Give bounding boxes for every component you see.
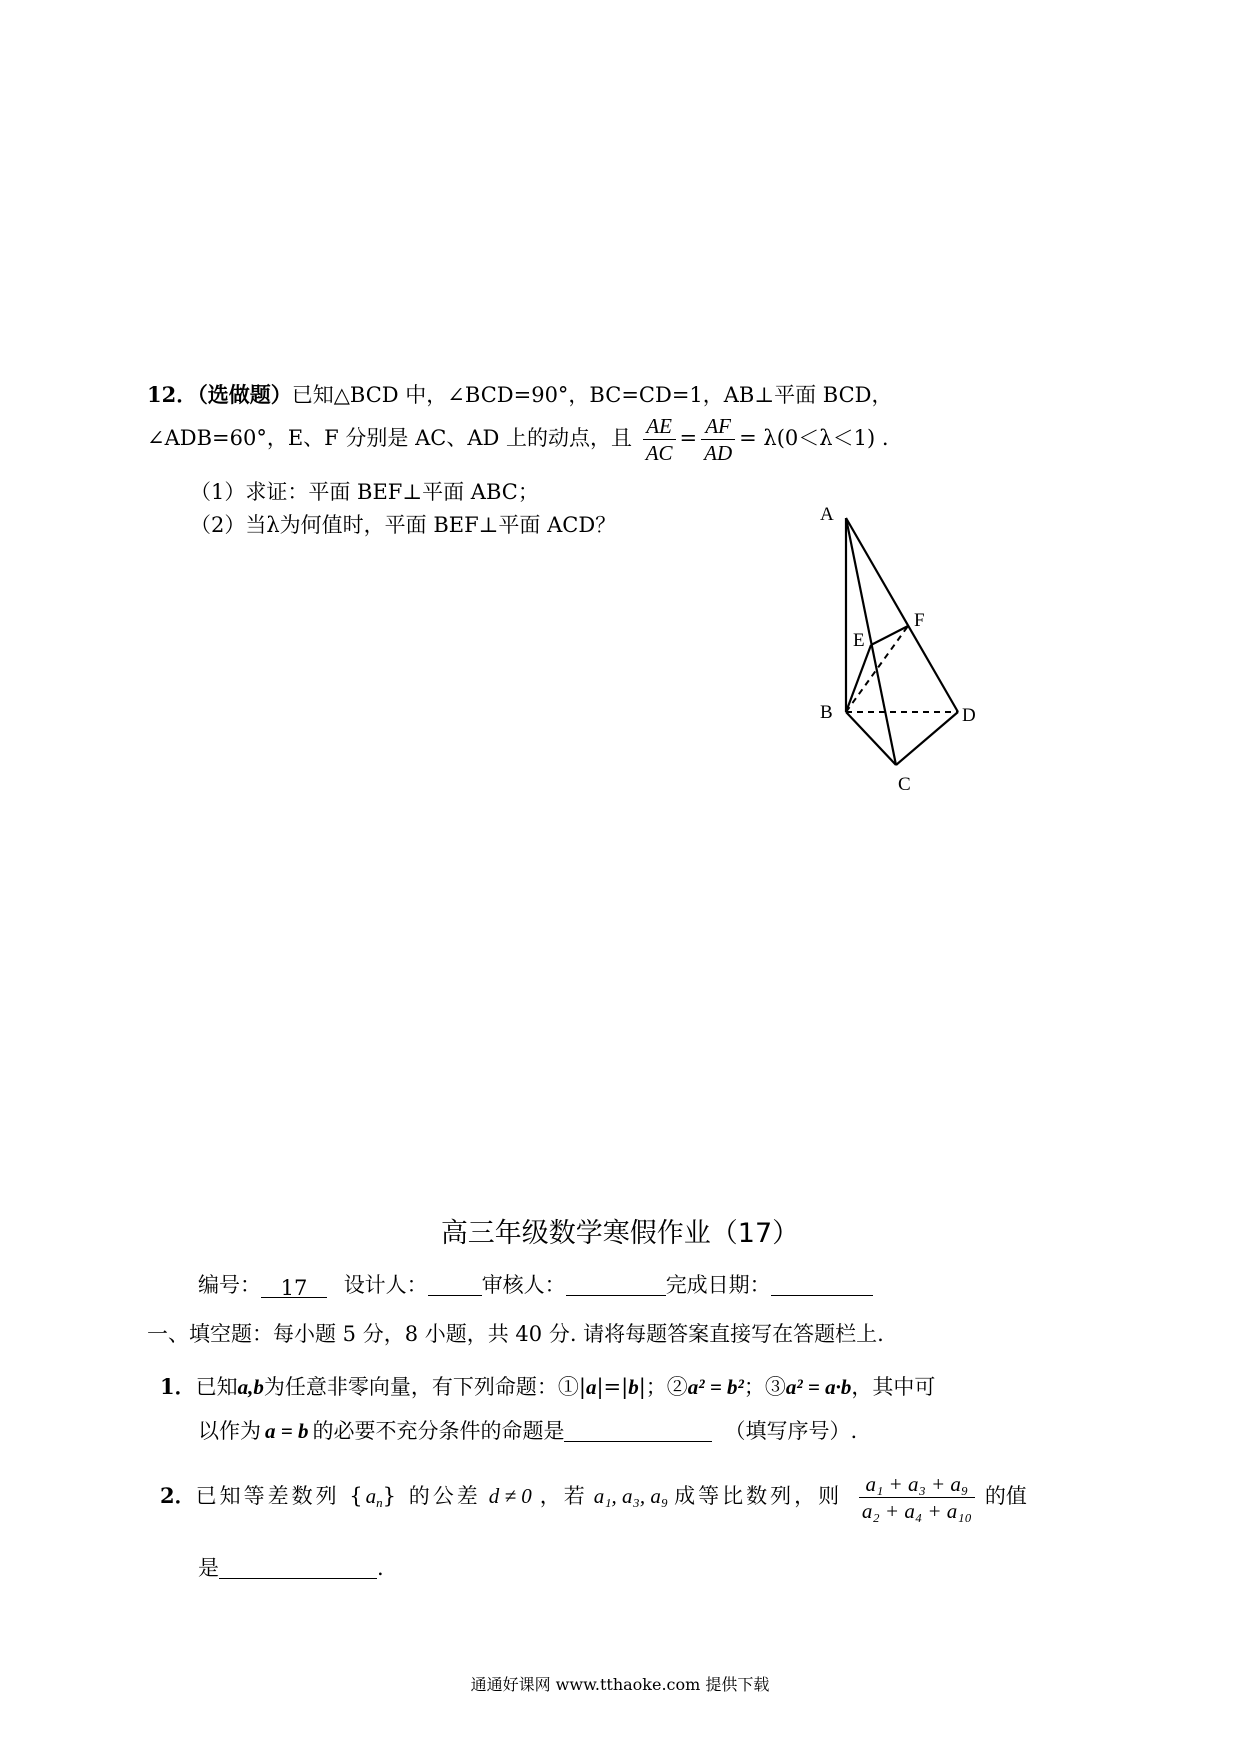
q2-text-e: 的值 [984, 1484, 1027, 1508]
q2-d-cond: d ≠ 0 [488, 1484, 532, 1508]
q2-an-sub: n [376, 1495, 383, 1510]
segment-ef [871, 626, 908, 645]
frac2-numerator: AF [701, 413, 735, 440]
q2-an: a [365, 1484, 377, 1508]
q1-vars: a,b [237, 1375, 264, 1399]
problem-12-part2: （2）当λ为何值时，平面 BEF⊥平面 ACD？ [190, 513, 617, 537]
date-blank [771, 1273, 873, 1296]
label-b: B [820, 702, 833, 723]
q1-prop3: a² = a·b [785, 1375, 852, 1399]
q2-line2-a: 是 [198, 1556, 219, 1580]
tetrahedron-figure [810, 500, 1000, 800]
problem-12-line2 [147, 412, 889, 466]
question-2-number: 2． [160, 1483, 196, 1508]
q2-text-b: } 的公差 [382, 1484, 481, 1508]
label-e: E [853, 630, 865, 651]
q1-line2-c: （填写序号）. [724, 1419, 858, 1443]
lambda-condition: = λ(0＜λ＜1) . [739, 426, 889, 450]
question-2-line1 [160, 1468, 1027, 1531]
equals-sign: = [679, 426, 698, 450]
segment-be [846, 645, 871, 712]
fraction-ae-ac [643, 413, 676, 466]
designer-label: 设计人： [343, 1273, 428, 1297]
frac2-denominator: AD [704, 441, 733, 465]
answer-blank-1[interactable] [564, 1419, 712, 1442]
q2-text-d: 成等比数列，则 [674, 1484, 843, 1508]
frac1-numerator: AE [643, 413, 676, 440]
section-heading: 一、填空题：每小题 5 分，8 小题，共 40 分. 请将每题答案直接写在答题栏上. [147, 1322, 884, 1346]
edge-cd [896, 712, 958, 765]
problem-tag: （选做题） [197, 382, 292, 407]
q1-text-c: ，其中可 [851, 1375, 936, 1399]
q2-terms: a₁, a₃, a₉ [593, 1484, 669, 1508]
question-1-line2 [198, 1416, 857, 1446]
label-a: A [820, 504, 834, 525]
q1-var-a: a [585, 1375, 597, 1399]
question-2-line2 [198, 1553, 384, 1583]
designer-blank [428, 1273, 482, 1296]
q1-prop2: a² = b² [687, 1375, 744, 1399]
reviewer-blank [566, 1273, 666, 1296]
id-value: 17 [261, 1273, 327, 1298]
q1-var-b: b [628, 1375, 639, 1399]
q1-mid4: ；③ [743, 1375, 786, 1399]
q1-line2-b: 的必要不充分条件的命题是 [312, 1419, 565, 1443]
problem-12-line1 [147, 380, 893, 410]
q1-text-b: 为任意非零向量，有下列命题：①| [263, 1375, 586, 1399]
question-1-number: 1． [160, 1374, 196, 1399]
homework-meta [198, 1270, 873, 1300]
fraction-af-ad [701, 413, 735, 466]
q1-mid1: |=| [596, 1375, 629, 1399]
label-d: D [962, 705, 976, 726]
label-f: F [914, 610, 925, 631]
edge-bc [846, 712, 896, 765]
q2-text-a: 已知等差数列 { [195, 1484, 366, 1508]
reviewer-label: 审核人： [481, 1273, 566, 1297]
q2-fraction [859, 1471, 975, 1524]
q2-frac-numerator: a₁ + a₃ + a₉ [859, 1471, 975, 1498]
frac1-denominator: AC [645, 441, 673, 465]
q1-text-a: 已知 [195, 1375, 238, 1399]
q1-line2-a: 以作为 [198, 1419, 261, 1443]
answer-blank-2[interactable] [219, 1556, 377, 1579]
edge-ad [846, 518, 958, 712]
q2-line2-b: . [377, 1556, 384, 1580]
q2-frac-denominator: a₂ + a₄ + a₁₀ [861, 1499, 972, 1523]
problem-12-part1: （1）求证：平面 BEF⊥平面 ABC； [190, 480, 539, 504]
homework-title: 高三年级数学寒假作业（17） [440, 1218, 800, 1249]
problem-number: 12． [147, 382, 198, 407]
problem-text-line1: 已知△BCD 中，∠BCD=90°，BC=CD=1，AB⊥平面 BCD， [291, 383, 893, 407]
question-1-line1 [160, 1372, 935, 1402]
q1-line2-eq: a = b [265, 1419, 309, 1443]
problem-text-line2: ∠ADB=60°，E、F 分别是 AC、AD 上的动点，且 [147, 426, 633, 450]
date-label: 完成日期： [665, 1273, 771, 1297]
q1-mid2: |；② [638, 1375, 688, 1399]
label-c: C [898, 774, 911, 795]
footer: 通通好课网 www.tthaoke.com 提供下载 [470, 1675, 770, 1694]
id-label: 编号： [198, 1273, 261, 1297]
q2-text-c: ，若 [539, 1484, 588, 1508]
